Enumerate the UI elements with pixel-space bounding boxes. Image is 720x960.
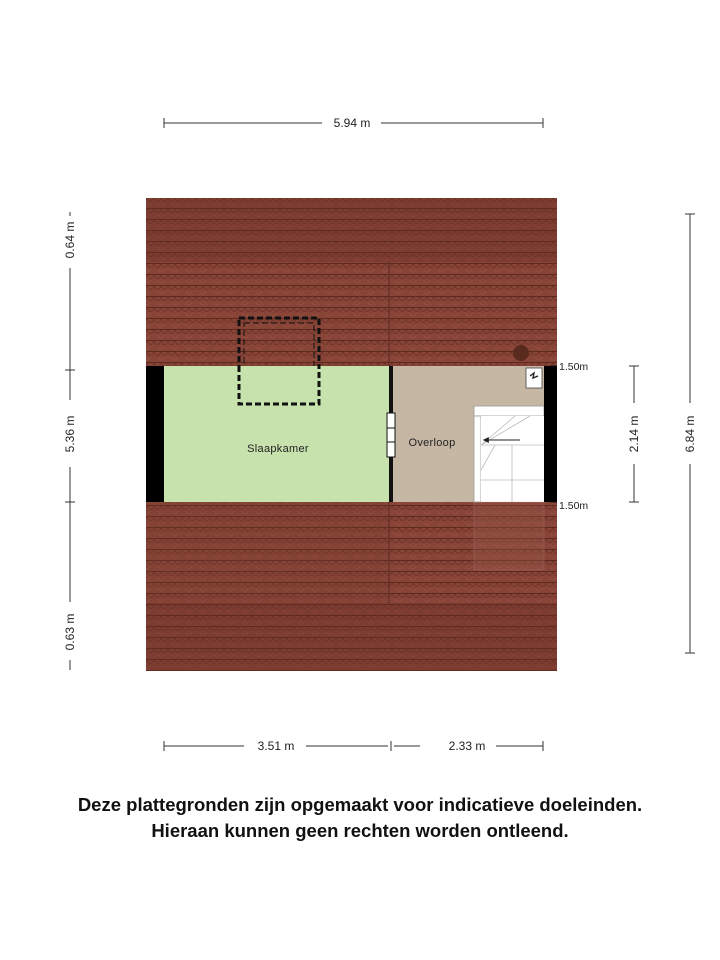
dimension-bottom-right-label: 2.33 m: [448, 739, 486, 753]
dimension-right-inner-label: 2.14 m: [627, 415, 641, 453]
dimension-bottom: [164, 741, 543, 751]
wall-right: [544, 366, 557, 502]
disclaimer-line-1: Deze plattegronden zijn opgemaakt voor indicatieve doeleinden.: [77, 794, 643, 815]
dimension-left-middle-label: 5.36 m: [63, 415, 77, 453]
disclaimer-line-2: Hieraan kunnen geen rechten worden ontleend.: [151, 820, 569, 841]
room-label-bedroom: Slaapkamer: [247, 443, 309, 455]
roof-eave-band: [146, 603, 557, 671]
dimension-left-bottom-label: 0.63 m: [63, 613, 77, 651]
vent-pipe: [513, 345, 529, 361]
height-label-bottom: 1.50m: [559, 500, 589, 512]
dimension-bottom-left-label: 3.51 m: [257, 739, 295, 753]
roof-lower-shade: [146, 500, 389, 603]
staircase: [474, 406, 544, 570]
roof-ridge-band: [146, 198, 557, 262]
room-label-landing: Overloop: [408, 437, 456, 449]
bedroom-floor: [164, 366, 389, 502]
partition-door: [387, 413, 395, 457]
dimension-top-label: 5.94 m: [333, 116, 371, 130]
dimension-right-outer-label: 6.84 m: [683, 415, 697, 453]
height-label-top: 1.50m: [559, 361, 589, 373]
wall-left: [146, 366, 164, 502]
dimension-left-top-label: 0.64 m: [63, 221, 77, 259]
